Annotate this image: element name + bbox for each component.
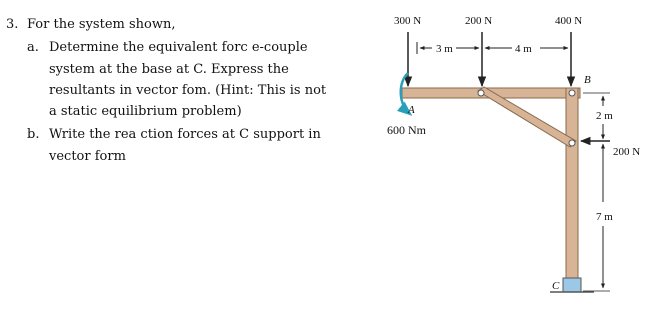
vertical-column (566, 88, 578, 288)
part-a-line-1: Determine the equivalent forc e-couple (49, 40, 308, 55)
support-c (563, 278, 581, 292)
problem-number: 3. (6, 17, 19, 32)
load-label-200-top: 200 N (465, 15, 493, 27)
load-label-400: 400 N (555, 15, 583, 27)
problem-intro: For the system shown, (27, 17, 176, 32)
part-a-line-4: a static equilibrium problem) (49, 104, 242, 119)
part-b-line-1: Write the rea ction forces at C support in (49, 127, 321, 142)
couple-label: 600 Nm (387, 123, 426, 137)
pin-b (569, 90, 575, 96)
dim-label-7m: 7 m (596, 211, 613, 223)
pin-brace-bottom (569, 140, 575, 146)
part-a-line-3: resultants in vector fom. (Hint: This is not (49, 83, 327, 98)
frame-diagram-svg (370, 0, 662, 312)
dim-label-4m: 4 m (515, 43, 532, 55)
part-a-line-2: system at the base at C. Express the (49, 62, 289, 77)
part-a-label: a. (27, 40, 39, 55)
pin-brace-top (478, 90, 484, 96)
dim-label-2m: 2 m (596, 110, 613, 122)
point-label-b: B (584, 74, 591, 86)
point-label-a: A (408, 104, 415, 116)
frame-diagram (370, 0, 662, 312)
load-label-300: 300 N (394, 15, 422, 27)
point-label-c: C (552, 280, 560, 292)
part-b-line-2: vector form (49, 149, 126, 164)
load-label-200-side: 200 N (613, 146, 641, 158)
part-b-label: b. (27, 127, 40, 142)
dim-label-3m: 3 m (436, 43, 453, 55)
